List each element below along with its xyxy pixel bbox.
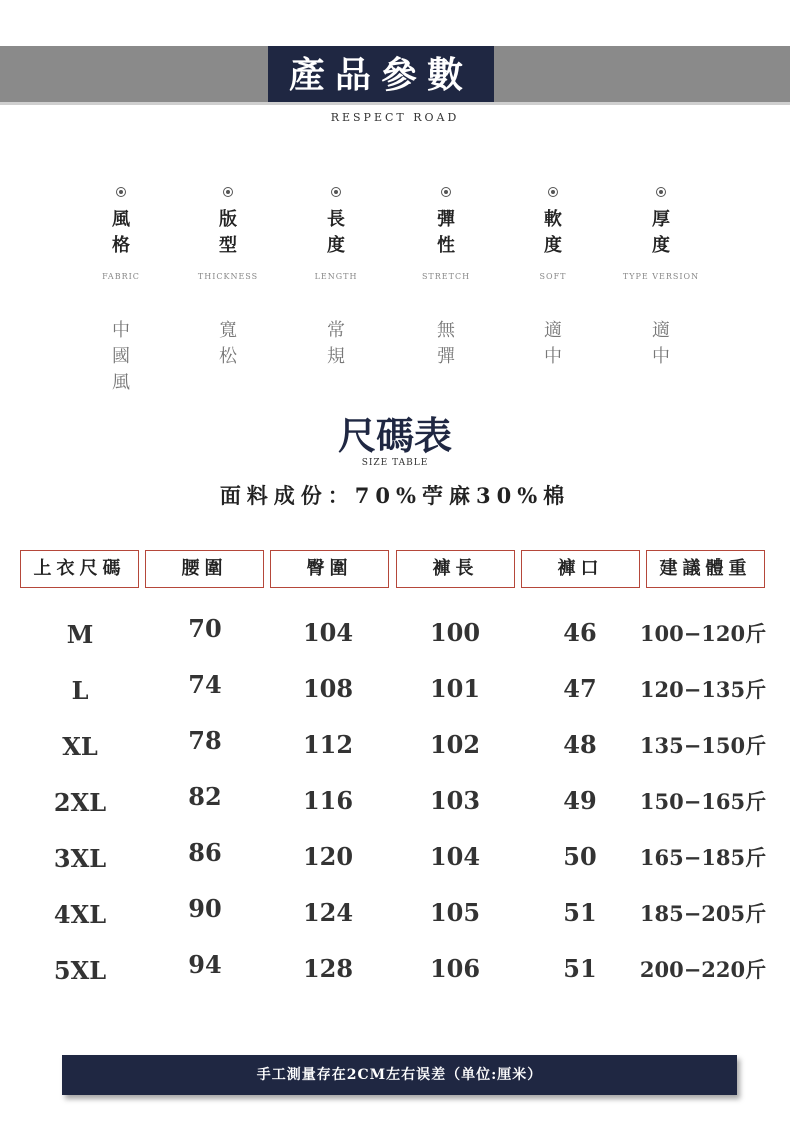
attribute-length (291, 182, 381, 367)
cell-waist: 70 (188, 614, 222, 643)
cell-pant-length: 104 (429, 842, 481, 871)
cell-size: 2XL (53, 788, 107, 817)
cell-hip: 128 (302, 954, 354, 983)
attribute-en-label: TYPE VERSION (622, 272, 700, 281)
measurement-note: 手工測量存在2CM左右误差（单位:厘米） (62, 1055, 737, 1095)
cell-leg-opening: 51 (563, 954, 597, 983)
attribute-soft (508, 182, 598, 367)
cell-waist: 74 (188, 670, 222, 699)
attribute-en-label: THICKNESS (197, 272, 259, 281)
attribute-en-label: LENGTH (314, 272, 358, 281)
attribute-thickness (183, 182, 273, 367)
cell-pant-length: 105 (429, 898, 481, 927)
attribute-value: 無彈 (437, 320, 455, 367)
cell-weight: 120−135斤 (639, 677, 767, 702)
page-subtitle: RESPECT ROAD (330, 111, 460, 124)
cell-hip: 120 (302, 842, 354, 871)
attribute-type-version (616, 182, 706, 367)
cell-weight: 150−165斤 (639, 789, 767, 814)
cell-pant-length: 106 (429, 954, 481, 983)
attribute-en-label: STRETCH (421, 272, 471, 281)
attribute-name: 版型 (219, 209, 237, 256)
attribute-value: 寬松 (219, 320, 237, 367)
bullet-icon (331, 187, 341, 197)
cell-hip: 116 (302, 786, 354, 815)
bullet-icon (656, 187, 666, 197)
attribute-value: 常規 (327, 320, 345, 367)
attribute-name: 彈性 (437, 209, 455, 256)
cell-weight: 135−150斤 (639, 733, 767, 758)
cell-weight: 165−185斤 (639, 845, 767, 870)
cell-leg-opening: 46 (563, 618, 597, 647)
cell-waist: 78 (188, 726, 222, 755)
attribute-value: 適中 (544, 320, 562, 367)
attribute-name: 長度 (327, 209, 345, 256)
cell-hip: 108 (302, 674, 354, 703)
page-title: 產品參數 (288, 54, 473, 96)
cell-leg-opening: 50 (563, 842, 597, 871)
column-header-waist: 腰圍 (145, 550, 264, 588)
cell-waist: 86 (188, 838, 222, 867)
attribute-name: 軟度 (544, 209, 562, 256)
cell-weight: 185−205斤 (639, 901, 767, 926)
size-table-title: 尺碼表 (337, 413, 452, 458)
cell-hip: 112 (302, 730, 354, 759)
bullet-icon (223, 187, 233, 197)
attribute-name: 厚度 (652, 209, 670, 256)
size-table-subtitle: SIZE TABLE (361, 458, 429, 468)
column-header-leg-opening: 褲口 (521, 550, 640, 588)
cell-leg-opening: 51 (563, 898, 597, 927)
cell-leg-opening: 48 (563, 730, 597, 759)
cell-size: 5XL (53, 956, 107, 985)
cell-waist: 90 (188, 894, 222, 923)
cell-size: L (71, 676, 89, 705)
attribute-fabric (76, 182, 166, 393)
bullet-icon (116, 187, 126, 197)
attribute-stretch (401, 182, 491, 367)
cell-pant-length: 100 (429, 618, 481, 647)
cell-hip: 104 (302, 618, 354, 647)
cell-weight: 100−120斤 (639, 621, 767, 646)
cell-size: 3XL (53, 844, 107, 873)
column-header-pant-length: 褲長 (396, 550, 515, 588)
cell-pant-length: 101 (429, 674, 481, 703)
cell-size: XL (62, 732, 98, 761)
cell-weight: 200−220斤 (639, 957, 767, 982)
bullet-icon (441, 187, 451, 197)
column-header-weight: 建議體重 (646, 550, 765, 588)
cell-leg-opening: 49 (563, 786, 597, 815)
cell-size: 4XL (53, 900, 107, 929)
attribute-en-label: FABRIC (102, 272, 140, 281)
cell-leg-opening: 47 (563, 674, 597, 703)
column-header-size: 上衣尺碼 (20, 550, 139, 588)
attribute-name: 風格 (112, 209, 130, 256)
attribute-en-label: SOFT (539, 272, 567, 281)
column-header-hip: 臀圍 (270, 550, 389, 588)
cell-pant-length: 102 (429, 730, 481, 759)
attribute-value: 中國風 (112, 320, 130, 393)
cell-size: M (66, 620, 94, 649)
cell-hip: 124 (302, 898, 354, 927)
cell-waist: 94 (188, 950, 222, 979)
bullet-icon (548, 187, 558, 197)
cell-pant-length: 103 (429, 786, 481, 815)
cell-waist: 82 (188, 782, 222, 811)
material-composition: 面料成份：70%苧麻30%棉 (219, 483, 571, 508)
attribute-value: 適中 (652, 320, 670, 367)
